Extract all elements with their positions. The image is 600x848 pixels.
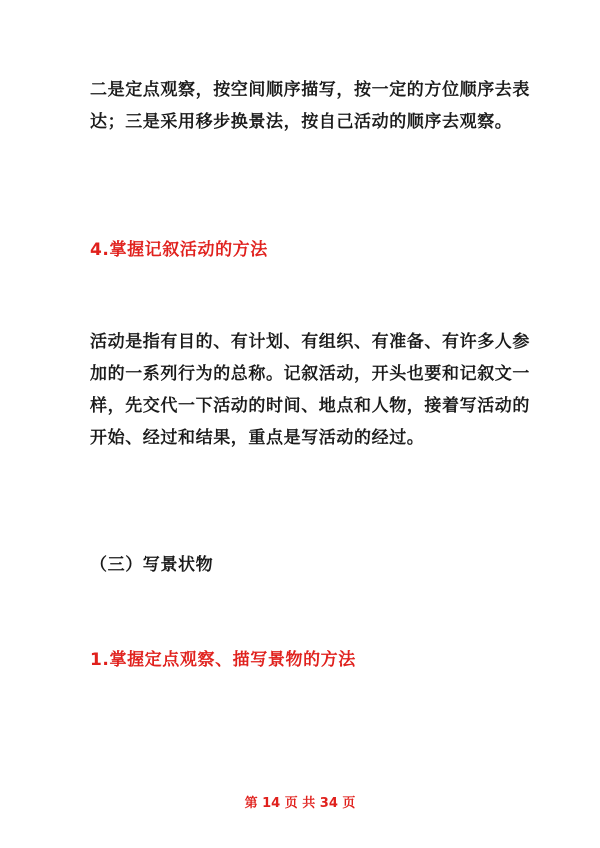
heading-narrate-activity: 4.掌握记叙活动的方法 (90, 240, 268, 260)
paragraph-activity-definition: 活动是指有目的、有计划、有组织、有准备、有许多人参加的一系列行为的总称。记叙活动，开头也要和记叙文一样，先交代一下活动的时间、地点和人物，接着写活动的开始、经过和结果，重点是写活动的经过。 (90, 332, 530, 448)
page-number-footer: 第 14 页 共 34 页 (244, 796, 356, 811)
heading-fixed-point-observation: 1.掌握定点观察、描写景物的方法 (90, 650, 356, 670)
paragraph-observation-methods: 二是定点观察，按空间顺序描写，按一定的方位顺序去表达；三是采用移步换景法，按自己活动的顺序去观察。 (90, 80, 530, 132)
section-heading-scenery: （三）写景状物 (90, 555, 214, 575)
